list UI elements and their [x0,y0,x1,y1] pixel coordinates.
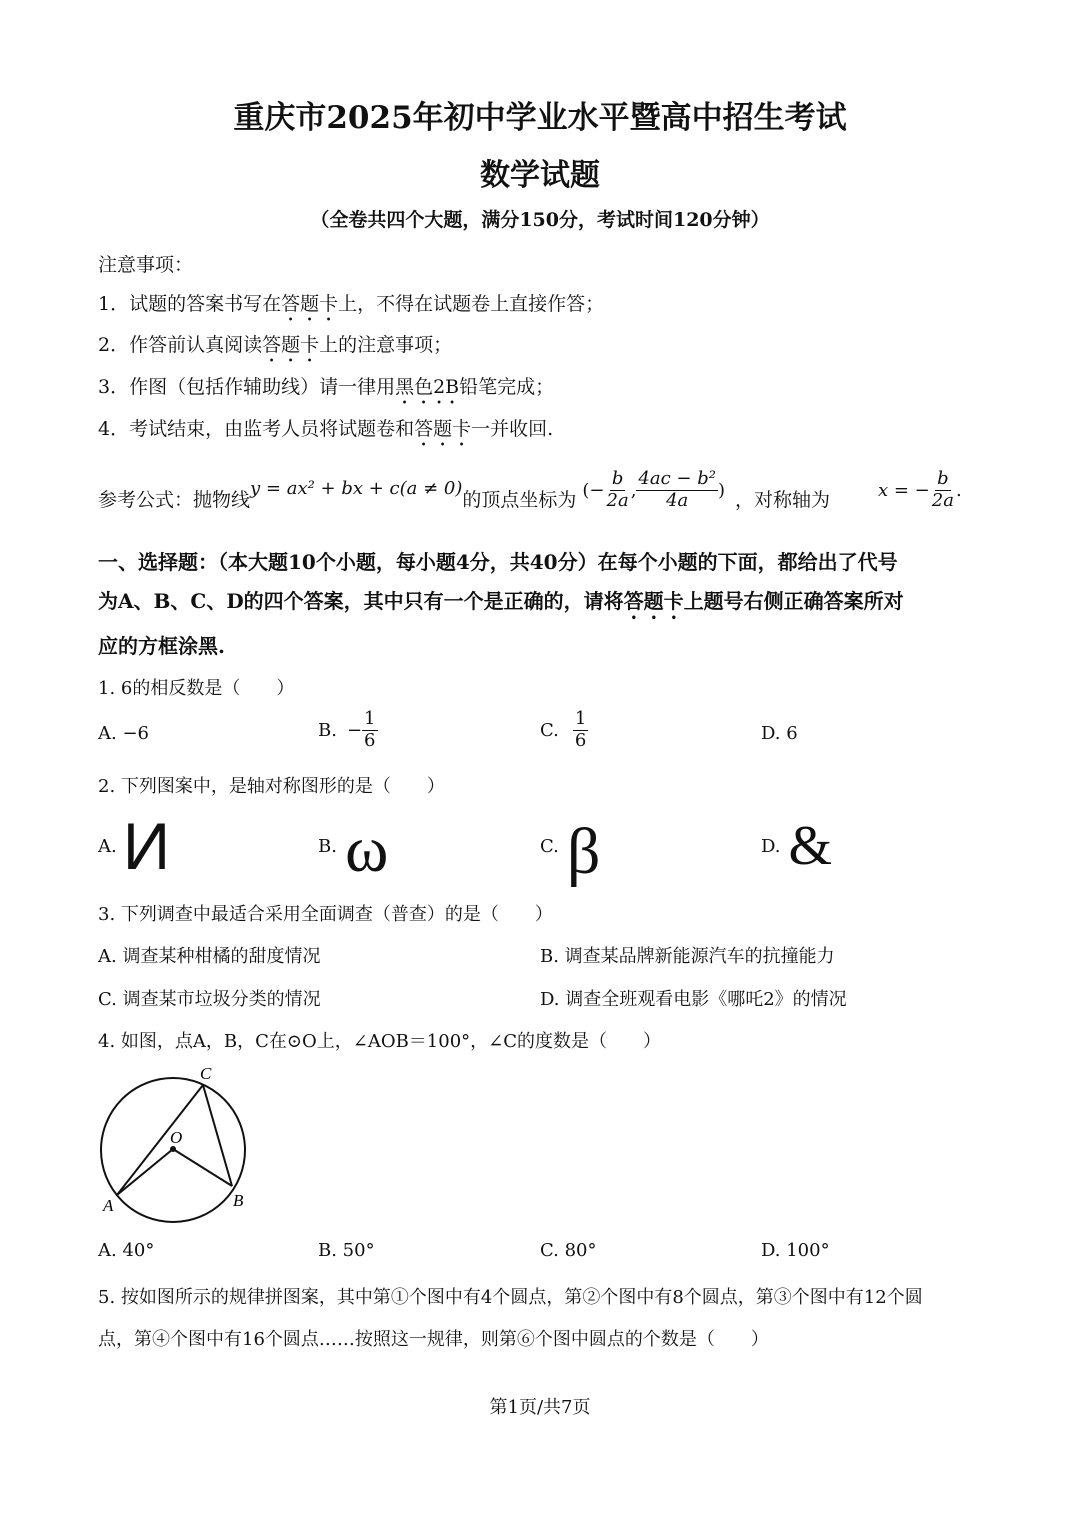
q2-a-glyph: И [122,809,171,883]
notice-item-3-pre: 3．作图（包括作辅助线）请一律用 [98,376,396,398]
q1-b-frac [362,709,377,751]
exam-info: （全卷共四个大题，满分150分，考试时间120分钟） [310,209,770,231]
q2-c-glyph: β [566,815,601,888]
notice-item-2 [98,330,452,367]
formula-label: 参考公式：抛物线 [98,488,251,511]
notice-item-4-emph: 答题卡 [414,418,472,440]
vertex-frac-2-num: 4ac − b² [638,467,716,489]
q1-c-num: 1 [574,708,587,729]
axis-pre: x = − [878,479,930,501]
section-1-line-2 [98,585,904,624]
q3-option-c: C. 调查某市垃圾分类的情况 [98,989,321,1010]
label-o: O [170,1128,183,1147]
axis-frac [930,469,956,511]
q4-option-c: C. 80° [540,1240,597,1261]
formula-vertex-label: 的顶点坐标为 [462,488,577,511]
exam-title [0,92,1080,137]
q1-option-c [540,709,588,751]
q2-c-label: C. [540,835,559,857]
axis-end: . [955,479,962,501]
notice-item-1-emph: 答题卡 [281,293,339,315]
label-a: A [103,1196,114,1215]
q4-option-b: B. 50° [318,1240,375,1261]
q1-stem: 1. 6的相反数是（ ） [98,678,295,699]
axis-frac-den: 2a [931,489,954,511]
q1-c-den: 6 [574,729,587,751]
q4-stem: 4. 如图，点A，B，C在⊙O上，∠AOB＝100°，∠C的度数是（ ） [98,1031,662,1052]
vertex-comma: , [630,479,637,501]
vertex-open: (− [582,479,605,501]
q2-stem: 2. 下列图案中，是轴对称图形的是（ ） [98,776,445,797]
q2-d-label: D. [761,835,781,857]
q1-b-den: 6 [364,729,376,751]
notice-item-4-pre: 4．考试结束，由监考人员将试题卷和 [98,418,415,440]
q2-option-b [318,813,389,886]
page-footer: 第1页/共7页 [489,1397,591,1418]
q4-option-a: A. 40° [98,1240,155,1261]
q1-option-d: D. 6 [761,723,798,744]
q3-option-a: A. 调查某种柑橘的甜度情况 [98,946,321,967]
notice-item-4 [98,414,553,451]
q1-b-num: 1 [364,708,376,729]
q2-b-label: B. [318,835,337,857]
section-1-line-2-emph: 答题卡 [623,589,684,613]
vertex-frac-1 [605,469,631,511]
q2-option-d [761,815,832,877]
reference-formula [98,468,962,528]
q2-b-glyph: ω [344,813,389,886]
notice-item-3-emph: 黑色2B [395,376,460,398]
q2-option-c [540,815,601,888]
section-1-line-2-post: 上题号右侧正确答案所对 [683,589,904,613]
notice-item-1 [98,289,604,326]
q1-c-label: C. [540,719,559,741]
formula-vertex [582,469,725,511]
notice-item-1-pre: 1．试题的答案书写在 [98,293,282,315]
q3-stem: 3. 下列调查中最适合采用全面调查（普查）的是（ ） [98,904,553,925]
q1-b-label: B. [318,719,337,741]
q2-a-label: A. [98,835,117,857]
vertex-frac-2 [636,469,718,511]
label-b: B [233,1191,244,1210]
notice-item-2-emph: 答题卡 [262,334,320,356]
notice-heading: 注意事项： [98,254,194,276]
vertex-frac-1-den: 2a [606,489,629,511]
q1-b-sign: − [346,719,363,741]
title-post: 年初中学业水平暨高中招生考试 [412,100,847,136]
axis-frac-num: b [937,467,949,489]
q1-option-a: A. −6 [98,723,149,744]
q3-option-d: D. 调查全班观看电影《哪吒2》的情况 [540,989,847,1010]
segment-ac [117,1085,203,1195]
notice-item-3-post: 铅笔完成； [459,376,555,398]
q1-c-frac [573,709,588,751]
formula-axis [878,469,962,511]
q2-option-a [98,809,171,883]
notice-item-2-pre: 2．作答前认真阅读 [98,334,263,356]
notice-item-4-post: 一并收回. [471,418,554,440]
q4-option-d: D. 100° [761,1240,830,1261]
section-1-line-2-pre: 为A、B、C、D的四个答案，其中只有一个是正确的，请将 [98,589,624,613]
formula-parabola: y = ax² + bx + c(a ≠ 0) [250,477,463,499]
title-pre: 重庆市 [233,100,327,136]
q3-option-b: B. 调查某品牌新能源汽车的抗撞能力 [540,946,835,967]
label-c: C [200,1064,212,1083]
notice-item-2-post: 上的注意事项； [319,334,453,356]
section-1-line-1: 一、选择题：（本大题10个小题，每小题4分，共40分）在每个小题的下面，都给出了代号 [98,550,898,574]
vertex-frac-2-den: 4a [666,489,689,511]
title-year: 2025 [326,100,413,136]
q5-line-2: 点，第④个图中有16个圆点……按照这一规律，则第⑥个图中圆点的个数是（ ） [98,1329,769,1350]
q2-d-glyph: & [788,815,833,877]
q4-circle-figure [90,1060,260,1235]
q5-line-1: 5. 按如图所示的规律拼图案，其中第①个图中有4个圆点，第②个图中有8个圆点，第③个图中有12个圆 [98,1287,923,1308]
notice-item-1-post: 上，不得在试题卷上直接作答； [338,293,605,315]
exam-subtitle: 数学试题 [480,158,600,193]
vertex-close: ) [717,479,725,501]
section-1-line-3: 应的方框涂黑. [98,634,225,658]
vertex-frac-1-num: b [611,467,624,489]
q1-option-b [318,709,378,751]
formula-axis-label: ，对称轴为 [734,488,830,511]
segment-ao [117,1149,173,1195]
notice-item-3 [98,372,554,409]
